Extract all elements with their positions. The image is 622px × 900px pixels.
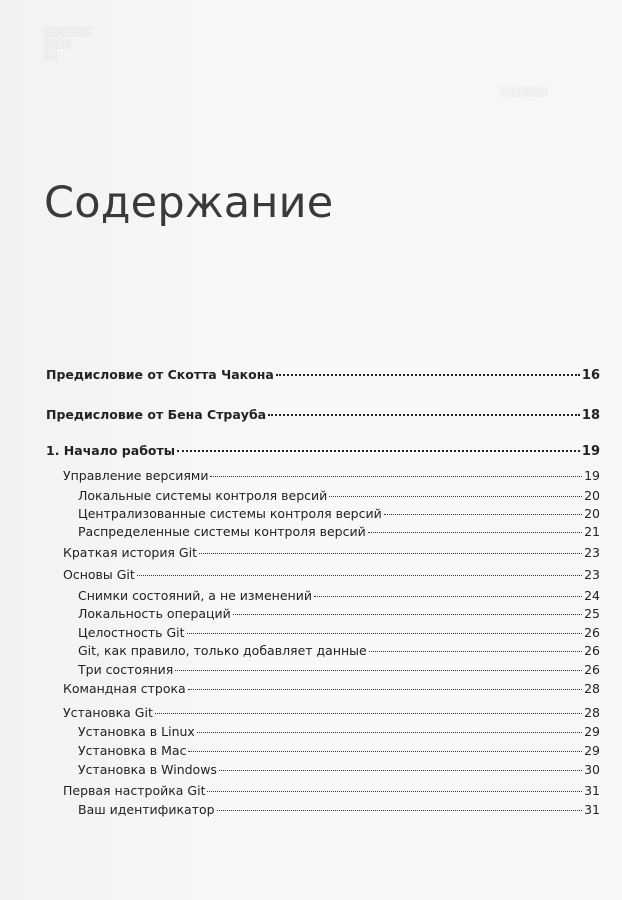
toc-page-number: 28 bbox=[584, 681, 600, 696]
toc-section-entry bbox=[78, 762, 600, 777]
toc-entry-label: Локальность операций bbox=[78, 606, 231, 621]
toc-page-number: 26 bbox=[584, 662, 600, 677]
toc-page-number: 16 bbox=[581, 368, 600, 383]
toc-leader-dots bbox=[219, 770, 582, 771]
toc-page-number: 26 bbox=[584, 643, 600, 658]
toc-section-entry bbox=[78, 643, 600, 658]
toc-leader-dots bbox=[268, 414, 580, 416]
toc-leader-dots bbox=[177, 450, 580, 452]
toc-page-number: 29 bbox=[584, 743, 600, 758]
toc-entry-label: Три состояния bbox=[78, 662, 174, 677]
toc-page-number: 29 bbox=[584, 724, 600, 739]
toc-leader-dots bbox=[187, 633, 583, 634]
toc-entry-label: Первая настройка Git bbox=[63, 783, 206, 798]
toc-page-number: 23 bbox=[584, 545, 600, 560]
toc-leader-dots bbox=[217, 810, 583, 811]
toc-entry-label: Управление версиями bbox=[63, 468, 209, 483]
toc-entry-label: Ваш идентификатор bbox=[78, 802, 215, 817]
toc-page-number: 19 bbox=[581, 444, 600, 459]
toc-leader-dots bbox=[210, 476, 582, 477]
toc-section-entry bbox=[63, 705, 600, 720]
toc-page-number: 18 bbox=[581, 408, 600, 423]
toc-page-number: 20 bbox=[584, 488, 600, 503]
toc-page-number: 25 bbox=[584, 606, 600, 621]
toc-leader-dots bbox=[175, 670, 582, 671]
toc-entry-label: Снимки состояний, а не изменений bbox=[78, 588, 312, 603]
toc-leader-dots bbox=[199, 553, 582, 554]
toc-page-number: 20 bbox=[584, 506, 600, 521]
toc-leader-dots bbox=[155, 713, 582, 714]
toc-leader-dots bbox=[137, 575, 582, 576]
ghost-text: ░░░░░░░ bbox=[500, 88, 549, 98]
toc-page-number: 31 bbox=[584, 783, 600, 798]
toc-section-entry bbox=[63, 545, 600, 560]
toc-leader-dots bbox=[188, 751, 582, 752]
ghost-text: ░░░░░░░ bbox=[44, 28, 93, 38]
toc-entry-label: Установка Git bbox=[63, 705, 153, 720]
toc-entry-label: Установка в Linux bbox=[78, 724, 195, 739]
toc-entry-label: Предисловие от Бена Страуба bbox=[46, 407, 267, 422]
toc-leader-dots bbox=[188, 689, 582, 690]
toc-page-number: 21 bbox=[584, 524, 600, 539]
toc-page-number: 24 bbox=[584, 588, 600, 603]
toc-section-entry bbox=[78, 488, 600, 503]
toc-section-entry bbox=[78, 625, 600, 640]
toc-entry-label: Установка в Mac bbox=[78, 743, 187, 758]
toc-section-entry bbox=[63, 567, 600, 582]
toc-leader-dots bbox=[276, 374, 580, 376]
toc-entry-label: Предисловие от Скотта Чакона bbox=[46, 367, 274, 382]
toc-leader-dots bbox=[207, 791, 582, 792]
toc-leader-dots bbox=[314, 596, 582, 597]
toc-leader-dots bbox=[329, 496, 582, 497]
toc-section-entry bbox=[63, 783, 600, 798]
toc-page-number: 26 bbox=[584, 625, 600, 640]
toc-section-entry bbox=[78, 802, 600, 817]
toc-chapter-entry bbox=[46, 367, 600, 383]
toc-section-entry bbox=[78, 743, 600, 758]
toc-page-number: 19 bbox=[584, 468, 600, 483]
toc-section-entry bbox=[78, 506, 600, 521]
toc-entry-label: Локальные системы контроля версий bbox=[78, 488, 328, 503]
toc-section-entry bbox=[63, 468, 600, 483]
toc-entry-label: Целостность Git bbox=[78, 625, 185, 640]
toc-section-entry bbox=[78, 588, 600, 603]
toc-page-number: 23 bbox=[584, 567, 600, 582]
toc-leader-dots bbox=[384, 514, 582, 515]
toc-entry-label: Централизованные системы контроля версий bbox=[78, 506, 382, 521]
toc-section-entry bbox=[78, 662, 600, 677]
toc-page-number: 28 bbox=[584, 705, 600, 720]
toc-entry-label: Командная строка bbox=[63, 681, 186, 696]
toc-leader-dots bbox=[368, 532, 582, 533]
toc-leader-dots bbox=[369, 651, 582, 652]
toc-section-entry bbox=[78, 606, 600, 621]
toc-page-number: 30 bbox=[584, 762, 600, 777]
toc-section-entry bbox=[78, 524, 600, 539]
toc-chapter-entry bbox=[46, 407, 600, 423]
toc-entry-label: Основы Git bbox=[63, 567, 135, 582]
page-title: Содержание bbox=[44, 178, 334, 228]
toc-entry-label: Git, как правило, только добавляет данные bbox=[78, 643, 367, 658]
toc-chapter-entry bbox=[46, 443, 600, 459]
toc-leader-dots bbox=[197, 732, 582, 733]
toc-entry-label: Установка в Windows bbox=[78, 762, 217, 777]
toc-section-entry bbox=[78, 724, 600, 739]
ghost-text: ░░ bbox=[44, 52, 58, 62]
ghost-text: ░░░░ bbox=[44, 40, 72, 50]
toc-section-entry bbox=[63, 681, 600, 696]
toc-entry-label: Краткая история Git bbox=[63, 545, 197, 560]
toc-entry-label: 1. Начало работы bbox=[46, 443, 176, 458]
toc-page-number: 31 bbox=[584, 802, 600, 817]
toc-entry-label: Распределенные системы контроля версий bbox=[78, 524, 366, 539]
toc-leader-dots bbox=[233, 614, 582, 615]
